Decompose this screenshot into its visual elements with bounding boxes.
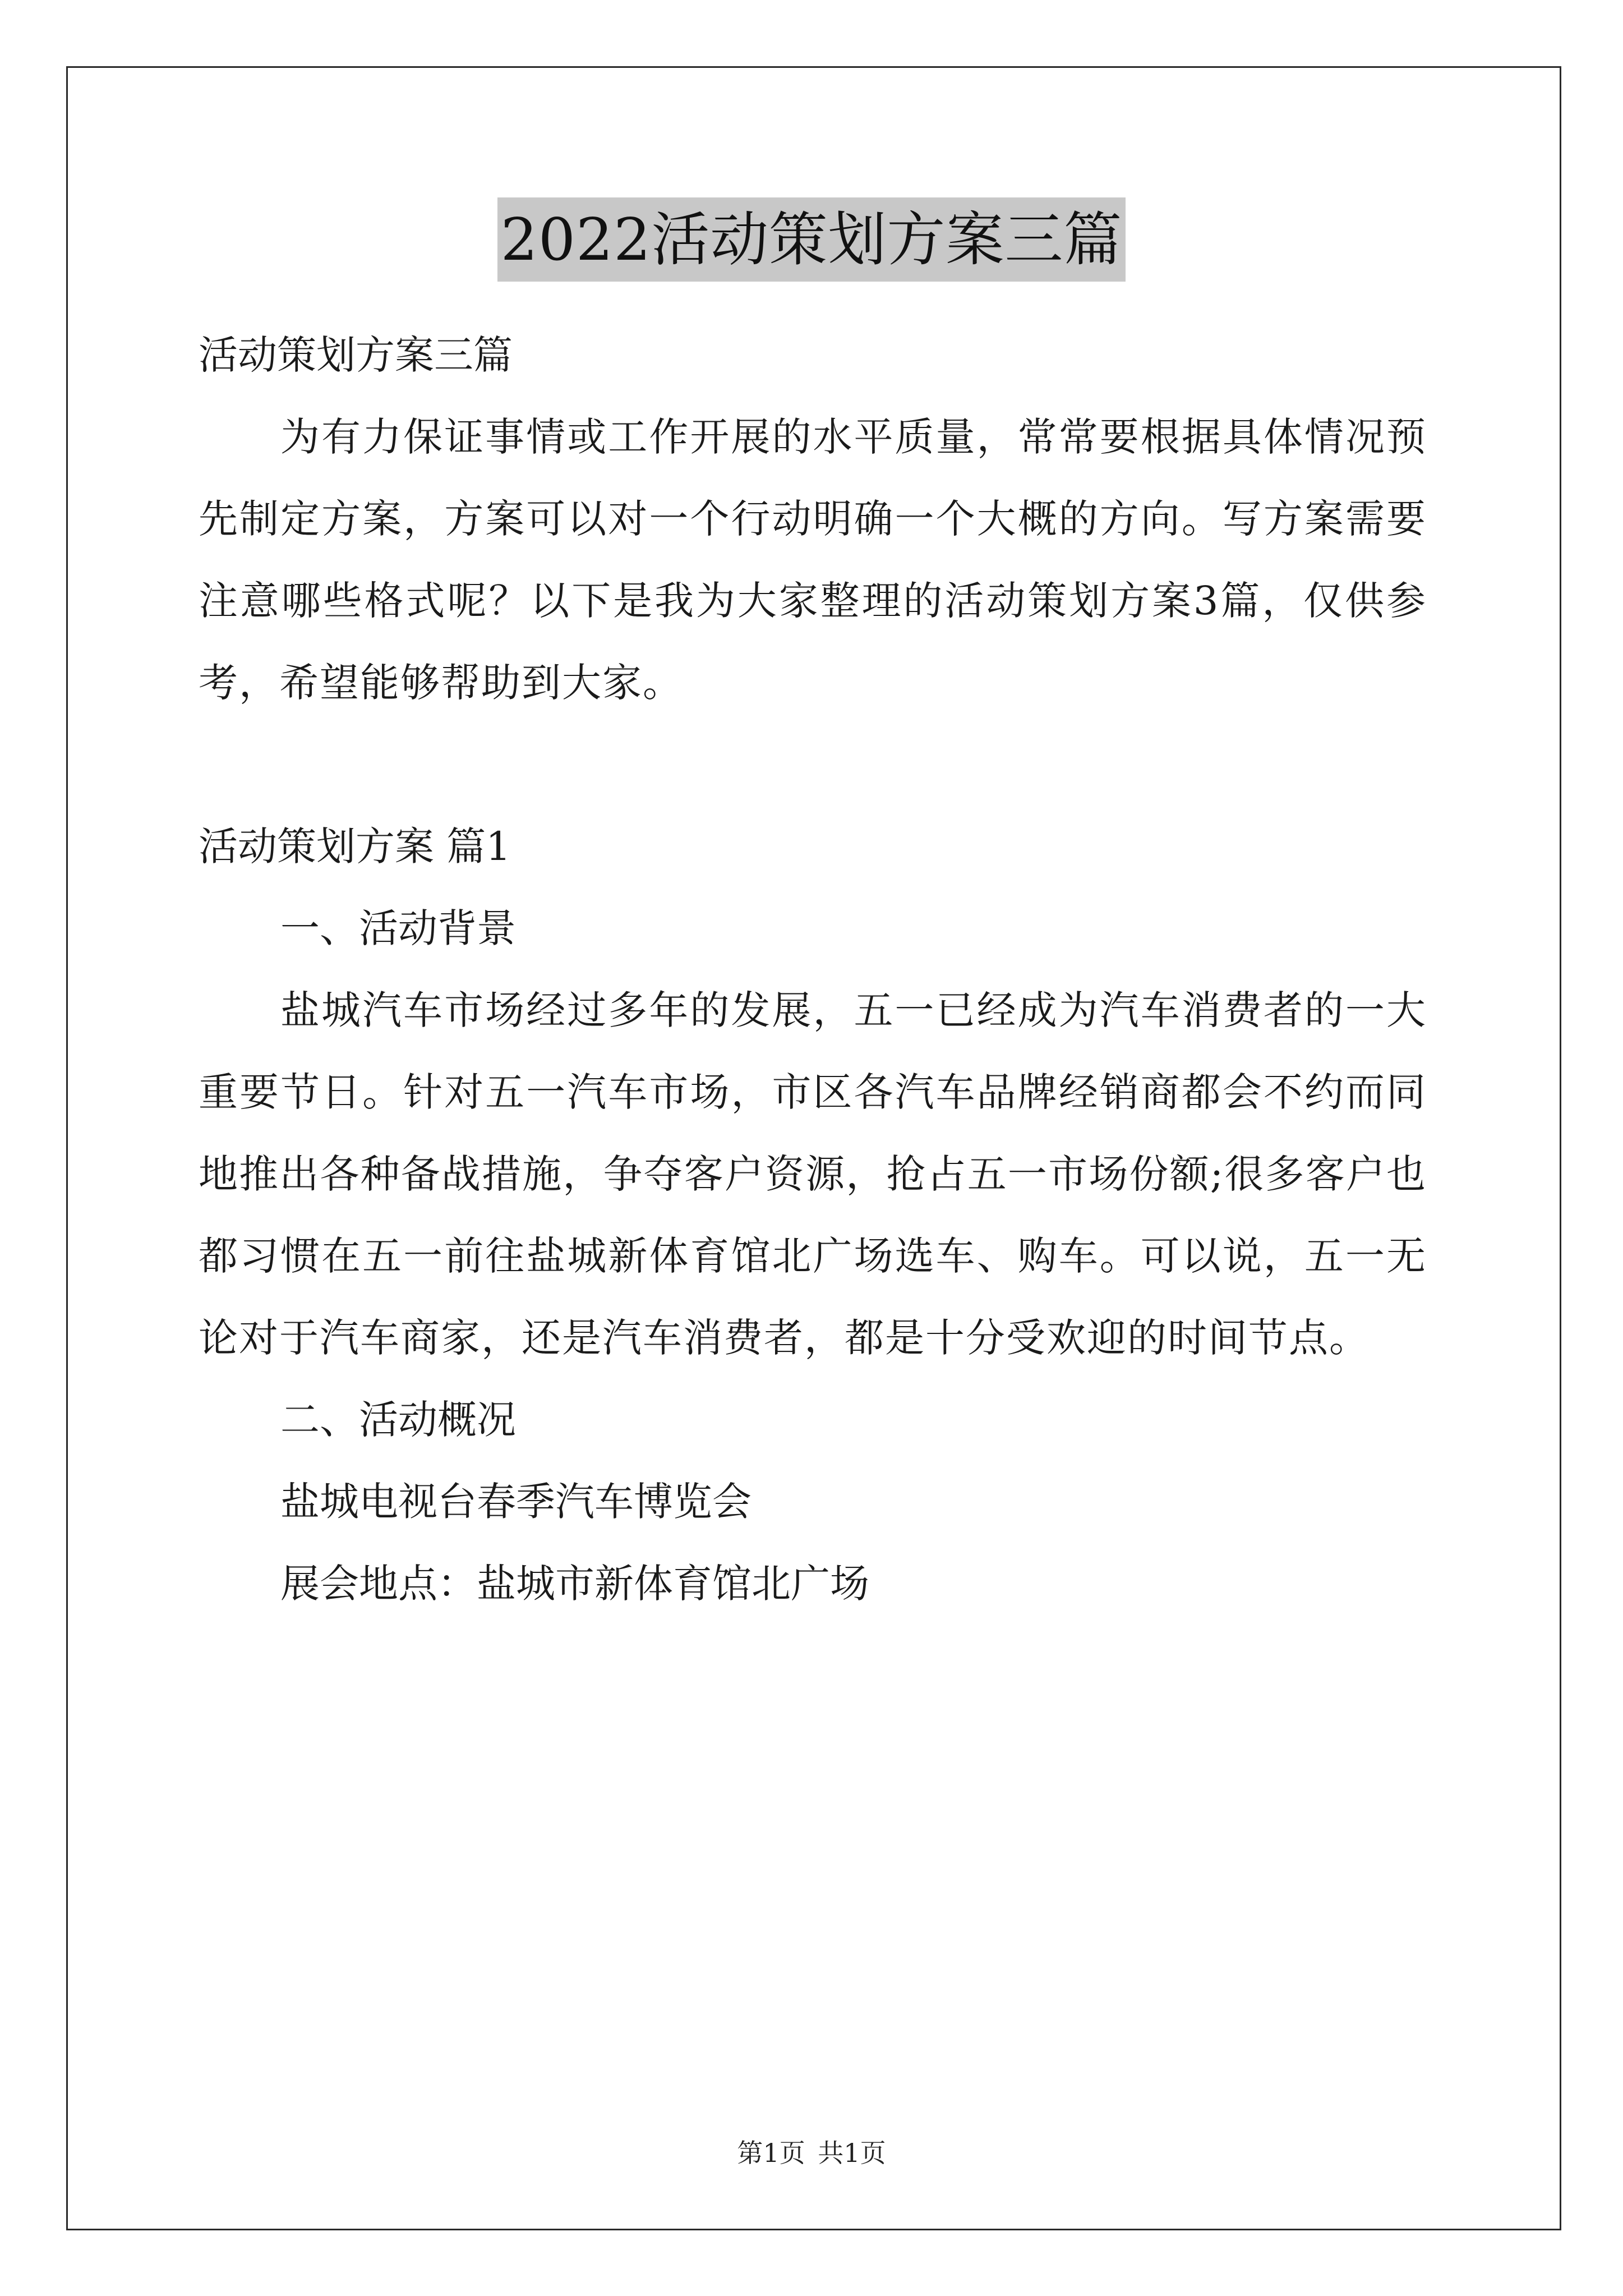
intro-paragraph: 为有力保证事情或工作开展的水平质量，常常要根据具体情况预先制定方案，方案可以对一个行动明确一个大概的方向。写方案需要注意哪些格式呢？以下是我为大家整理的活动策划方案3篇，仅供参考，希望能够帮助到大家。 (199, 414, 1427, 706)
document-title: 2022活动策划方案三篇 (497, 197, 1126, 282)
document-body (199, 314, 1427, 1625)
title-container (0, 197, 1623, 282)
background-heading: 一、活动背景 (280, 905, 516, 951)
spacer (199, 724, 1427, 806)
document-subtitle: 活动策划方案三篇 (199, 332, 513, 378)
section-heading: 活动策划方案 篇1 (199, 823, 511, 869)
background-paragraph: 盐城汽车市场经过多年的发展，五一已经成为汽车消费者的一大重要节日。针对五一汽车市场，市区各汽车品牌经销商都会不约而同地推出各种备战措施，争夺客户资源，抢占五一市场份额;很多客户也都习惯在五一前往盐城新体育馆北广场选车、购车。可以说，五一无论对于汽车商家，还是汽车消费者，都是十分受欢迎的时间节点。 (199, 987, 1427, 1361)
page-footer: 第1页 共1页 (737, 2138, 886, 2168)
event-name: 盐城电视台春季汽车博览会 (280, 1479, 751, 1525)
venue-line: 展会地点：盐城市新体育馆北广场 (280, 1561, 869, 1607)
overview-heading: 二、活动概况 (280, 1397, 516, 1443)
